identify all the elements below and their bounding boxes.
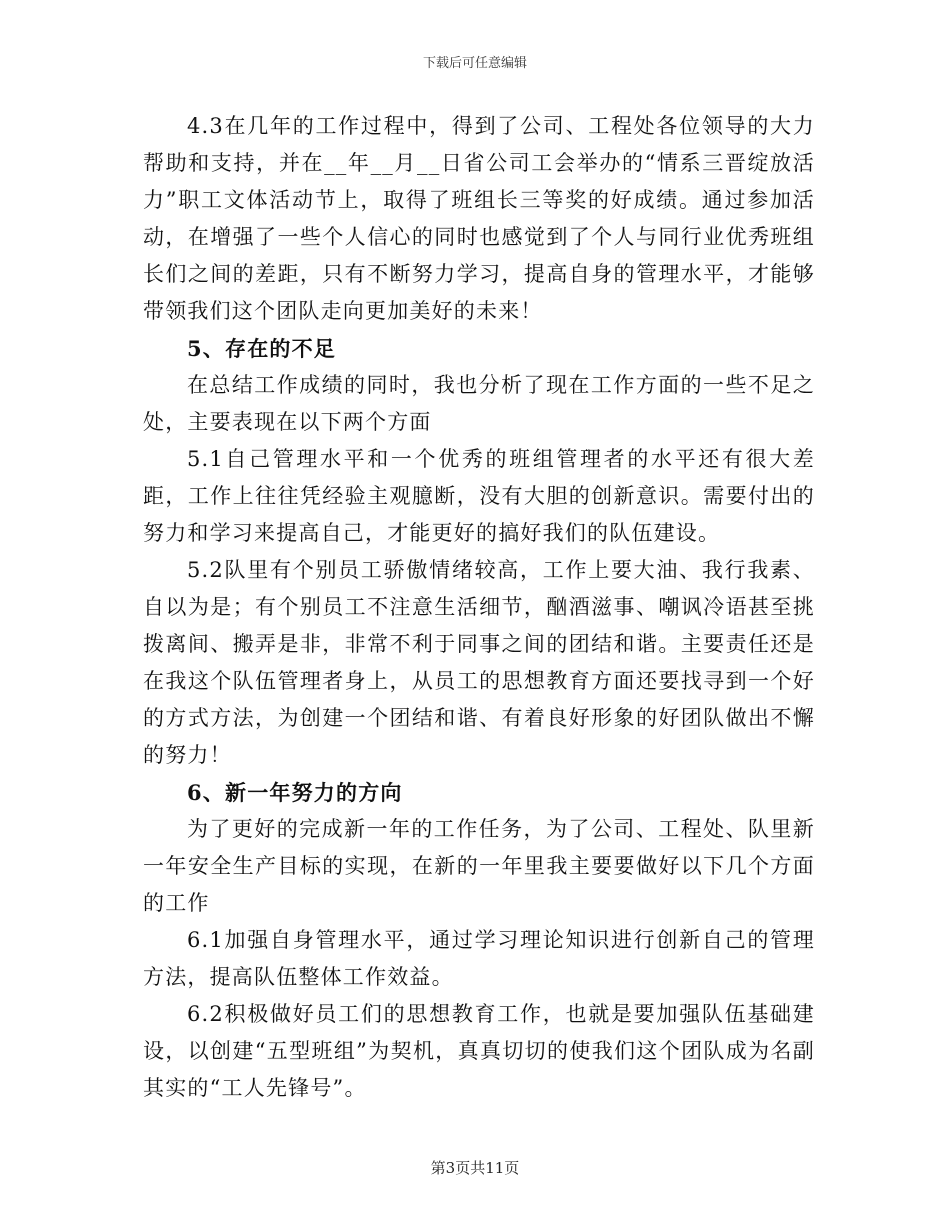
paragraph-6-1: 6.1加强自身管理水平，通过学习理论知识进行创新自己的管理方法，提高队伍整体工作效益。 [143,928,815,989]
section-heading-5: 5、存在的不足 [187,336,337,361]
document-body [143,108,815,1107]
paragraph-4-3: 4.3在几年的工作过程中，得到了公司、工程处各位领导的大力帮助和支持，并在__年__月__日省公司工会举办的“情系三晋绽放活力”职工文体活动节上，取得了班组长三等奖的好成绩。通过参加活动，在增强了一些个人信心的同时也感觉到了个人与同行业优秀班组长们之间的差距，只有不断努力学习，提高自身的管理水平，才能够带领我们这个团队走向更加美好的未来！ [143,114,815,323]
page-header: 下载后可任意编辑 [422,56,527,71]
page-number: 第3页共11页 [430,1159,520,1177]
section-heading-6: 6、新一年努力的方向 [187,780,403,805]
paragraph-6-intro: 为了更好的完成新一年的工作任务，为了公司、工程处、队里新一年安全生产目标的实现，在新的一年里我主要要做好以下几个方面的工作 [143,817,815,915]
paragraph-6-2: 6.2积极做好员工们的思想教育工作，也就是要加强队伍基础建设，以创建“五型班组”为契机，真真切切的使我们这个团队成为名副其实的“工人先锋号”。 [143,1002,815,1100]
paragraph-5-1: 5.1自己管理水平和一个优秀的班组管理者的水平还有很大差距，工作上往往凭经验主观臆断，没有大胆的创新意识。需要付出的努力和学习来提高自己，才能更好的搞好我们的队伍建设。 [143,447,815,545]
paragraph-5-2: 5.2队里有个别员工骄傲情绪较高，工作上要大油、我行我素、自以为是；有个别员工不注意生活细节，酗酒滋事、嘲讽冷语甚至挑拨离间、搬弄是非，非常不利于同事之间的团结和谐。主要责任还是在我这个队伍管理者身上，从员工的思想教育方面还要找寻到一个好的方式方法，为创建一个团结和谐、有着良好形象的好团队做出不懈的努力！ [143,558,815,767]
paragraph-5-intro: 在总结工作成绩的同时，我也分析了现在工作方面的一些不足之处，主要表现在以下两个方面 [143,373,815,434]
